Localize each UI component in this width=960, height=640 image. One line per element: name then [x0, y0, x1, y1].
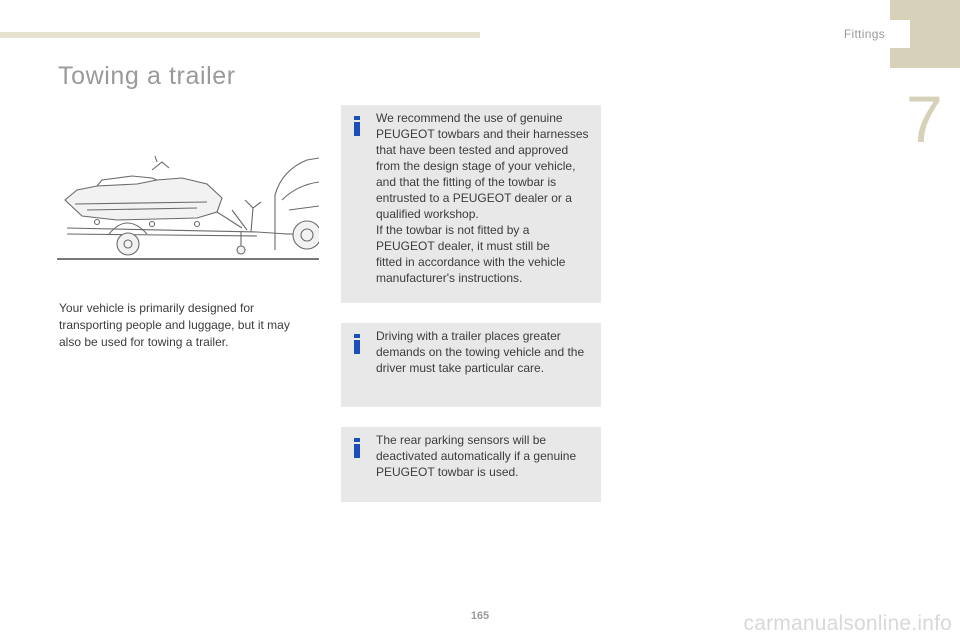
info-text: The rear parking sensors will be deactivated automatically if a genuine PEUGEOT towbar is used.	[376, 433, 577, 479]
header-rule	[0, 32, 480, 38]
intro-paragraph: Your vehicle is primarily designed for transporting people and luggage, but it may also be used for towing a trailer.	[59, 301, 290, 349]
chapter-badge-icon	[890, 0, 960, 68]
info-icon	[353, 438, 361, 458]
jetski-trailer-illustration	[57, 140, 319, 265]
watermark: carmanualsonline.info	[743, 612, 952, 635]
info-box-driving	[341, 323, 601, 407]
info-icon	[353, 334, 361, 354]
page-number: 165	[470, 610, 490, 622]
info-text: We recommend the use of genuine PEUGEOT towbars and their harnesses that have been tested and approved from the design stage of your vehicle, and that the fitting of the towbar is entrusted to a PEUGEOT dealer or a qualified workshop. If the towbar is not fitted by a PEUGEOT dealer, it must still be fitted in accordance with the vehicle manufacturer's instructions.	[376, 111, 589, 285]
chapter-number: 7	[906, 82, 943, 156]
info-box-parking-sensors	[341, 427, 601, 502]
info-box-towbar	[341, 105, 601, 303]
page-title: Towing a trailer	[58, 62, 236, 90]
section-label: Fittings	[843, 27, 885, 41]
info-icon	[353, 116, 361, 136]
info-text: Driving with a trailer places greater demands on the towing vehicle and the driver must take particular care.	[376, 329, 585, 375]
